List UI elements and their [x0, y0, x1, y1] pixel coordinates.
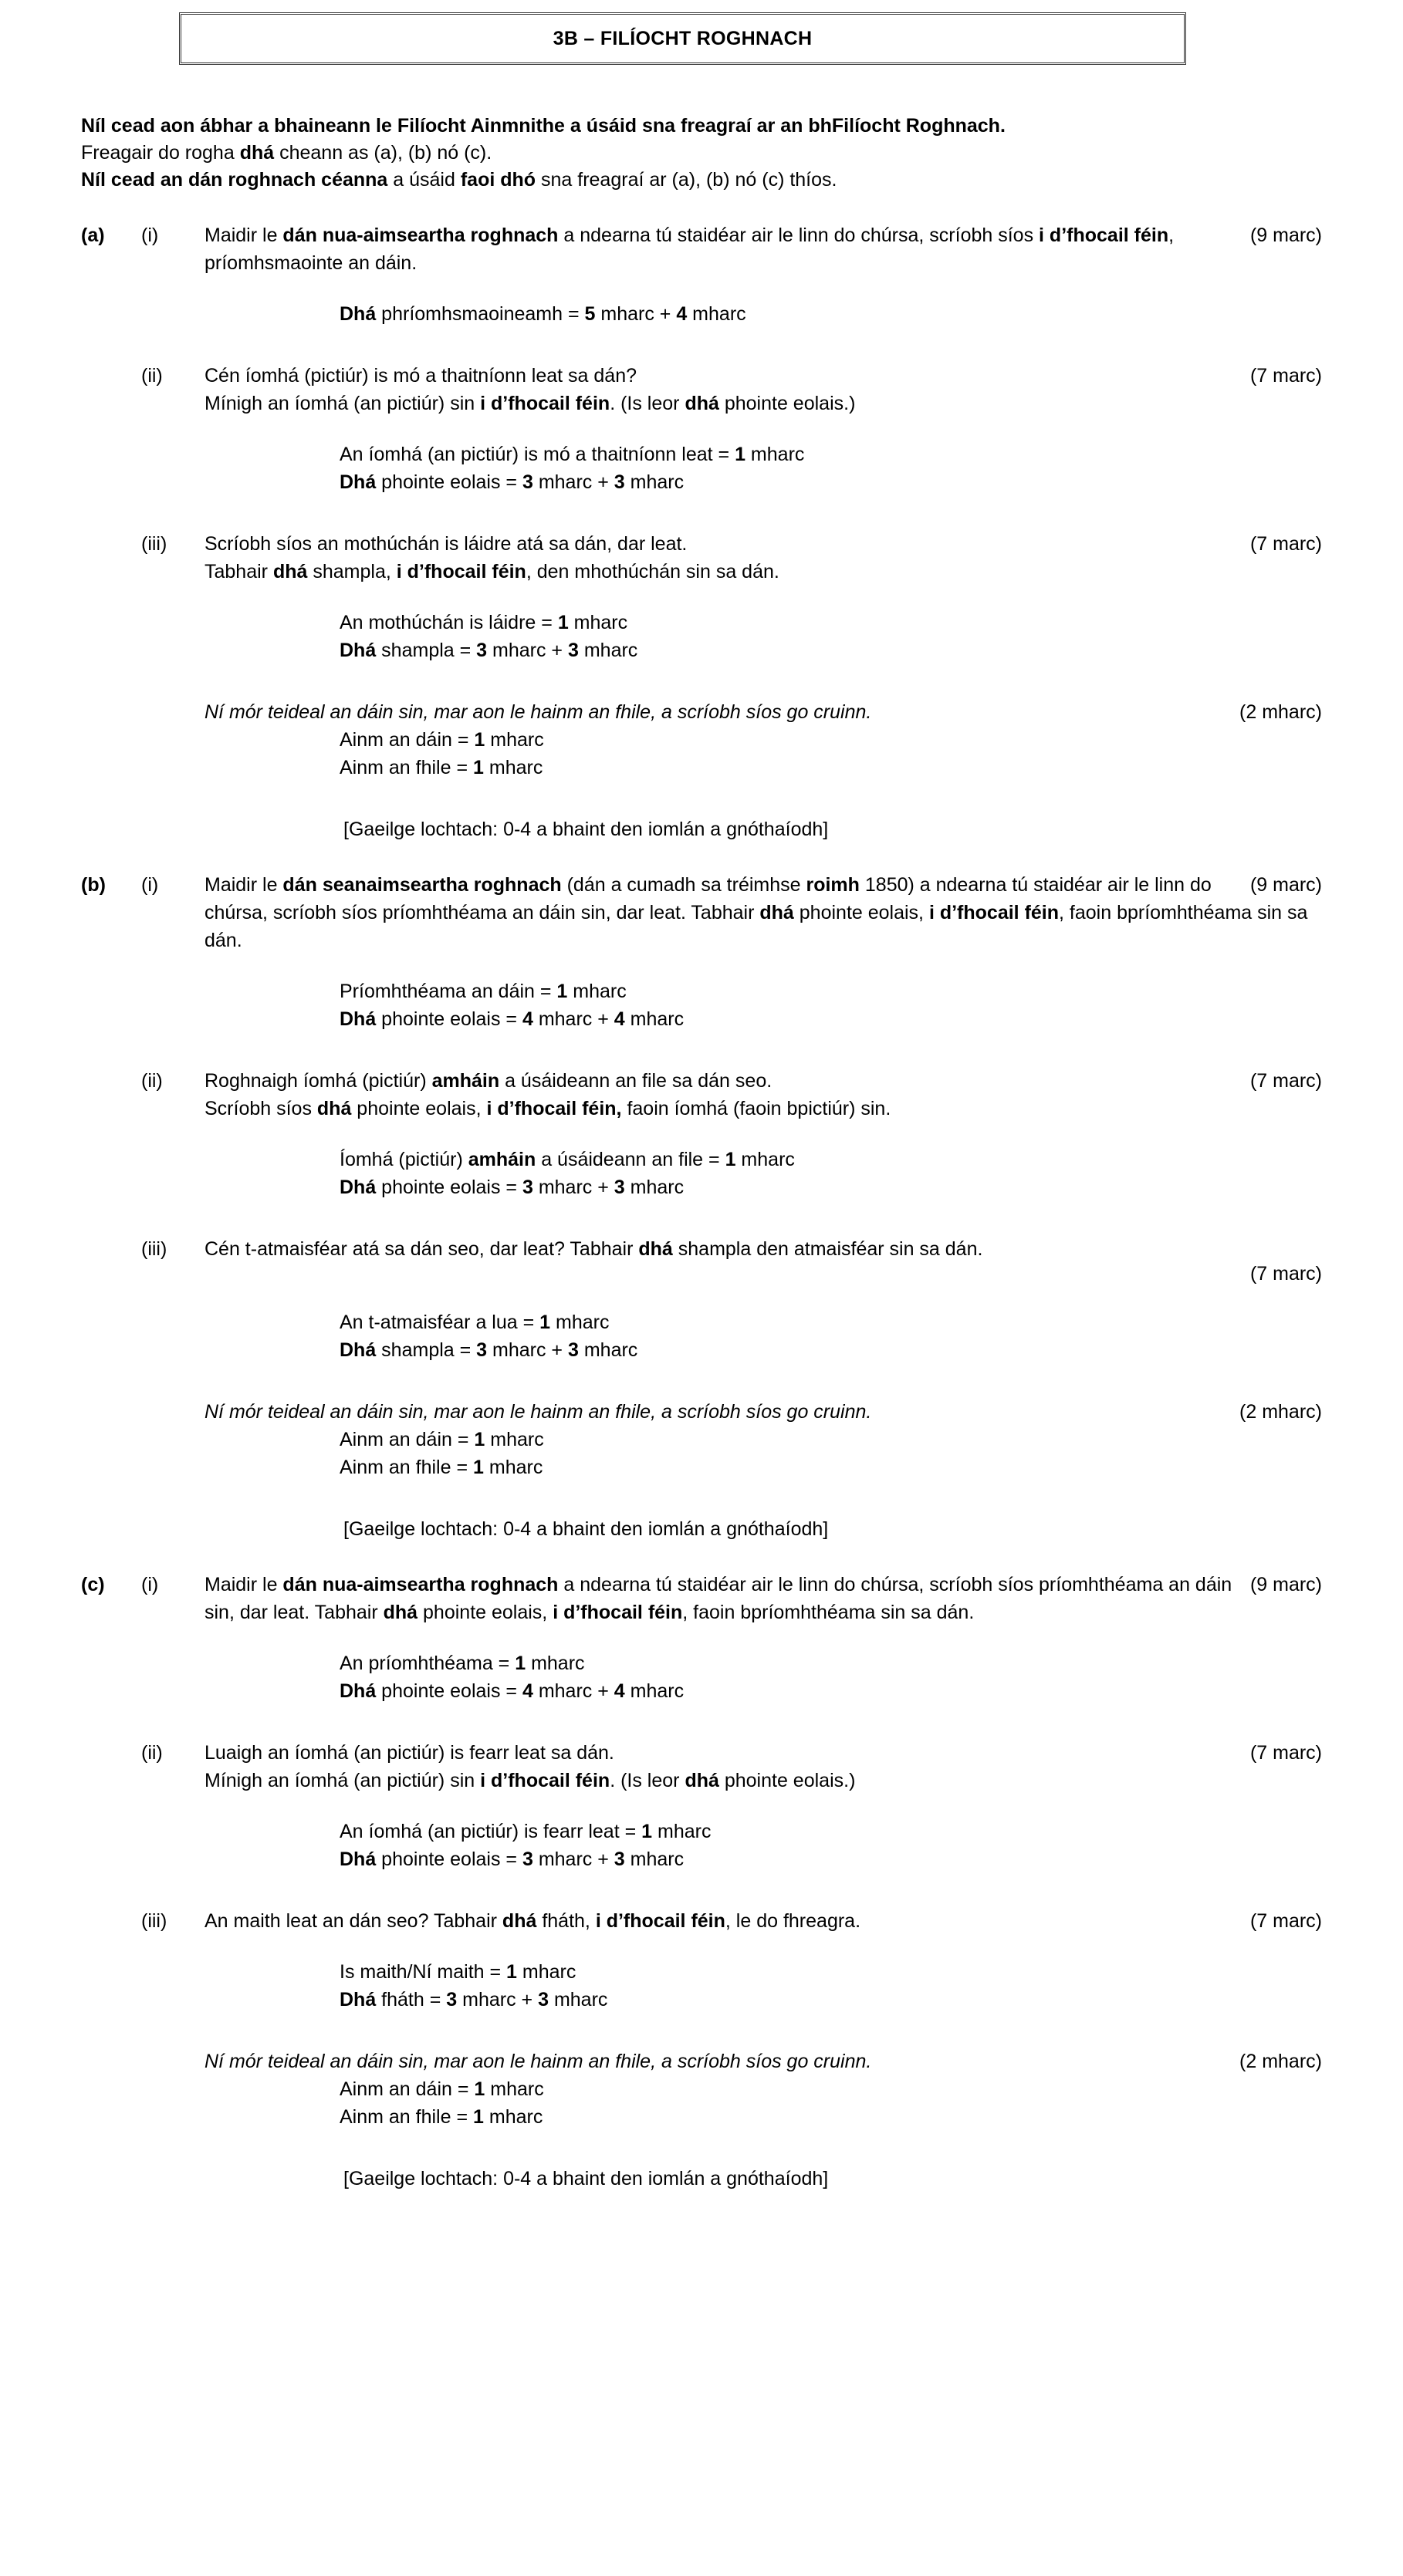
question-text-run-5: dhá	[316, 1098, 352, 1119]
question-text-run-3: i d’fhocail féin	[480, 1770, 610, 1791]
marks-allocation: (9 marc)	[1249, 874, 1322, 896]
marking-detail-line	[0, 2103, 1403, 2131]
marking-detail-line-run-0: Dhá	[340, 303, 377, 325]
marking-detail-line-run-0: Ainm an dáin =	[340, 2078, 475, 2100]
spacer	[0, 1794, 1403, 1818]
question-text-run-2: a ndearna tú staidéar air le linn do chúrsa, scríobh síos	[558, 225, 1040, 246]
marking-detail-line-run-3: mharc +	[487, 640, 568, 661]
question-text-run-0: Scríobh síos an mothúchán is láidre atá sa dán, dar leat.	[205, 533, 688, 555]
spacer	[0, 954, 1403, 977]
question-text-run-8: , faoin bpríomhthéama sin sa dán.	[205, 902, 1308, 951]
question-text-run-5: dhá	[759, 902, 794, 923]
marking-detail-line-run-4: 3	[614, 1848, 625, 1870]
question-body	[205, 1739, 1322, 1794]
question-roman-numeral: (ii)	[141, 365, 163, 387]
marking-detail-line-run-1: shampla =	[376, 1339, 477, 1361]
marking-detail-line-run-4: 4	[676, 303, 688, 325]
intro-line-1	[81, 113, 1310, 140]
question-text-run-6: phointe eolais.)	[718, 393, 856, 414]
marking-detail-line-run-1: 1	[556, 981, 568, 1002]
question-text-run-4: . (Is leor	[610, 1770, 685, 1791]
spacer	[0, 328, 1403, 362]
marking-detail-line	[0, 1818, 1403, 1845]
page-title: 3B – FILÍOCHT ROGHNACH	[553, 27, 813, 49]
marking-detail-line	[0, 2075, 1403, 2103]
marking-detail-line-run-0: Dhá	[340, 1989, 377, 2010]
marking-detail-line-run-0: An íomhá (an pictiúr) is mó a thaitníonn leat =	[340, 444, 735, 465]
marking-detail-line	[0, 1146, 1403, 1173]
intro-line-2-pre: Freagair do rogha	[81, 142, 240, 164]
question-text-run-6: , faoin bpríomhthéama sin sa dán.	[682, 1602, 975, 1623]
marking-detail-line-run-1: 1	[735, 444, 745, 465]
marking-detail-line-run-0: Ainm an fhile =	[340, 757, 474, 778]
marking-detail-line-run-2: 3	[522, 1177, 533, 1198]
marking-detail-line-run-5: mharc	[624, 471, 685, 493]
question-text-run-2: a ndearna tú staidéar air le linn do chúrsa, scríobh síos príomhthéama an dáin sin, dar leat. Tabhair	[205, 1574, 1232, 1623]
question-body	[205, 362, 1322, 417]
marking-detail-line-run-0: Príomhthéama an dáin =	[340, 981, 557, 1002]
spacer	[0, 1123, 1403, 1146]
marking-detail-line-run-0: Dhá	[340, 1008, 377, 1030]
spacer	[0, 1481, 1403, 1515]
spacer	[0, 1285, 1403, 1308]
marking-detail-line-run-1: phríomhsmaoineamh =	[376, 303, 585, 325]
marking-detail-line-run-2: mharc	[568, 612, 628, 633]
question-body	[205, 1235, 1322, 1263]
marking-detail-line-run-1: 1	[473, 757, 484, 778]
marking-detail-line-run-5: mharc	[549, 1989, 608, 2010]
intro-line-3-bold-2: faoi dhó	[460, 169, 536, 191]
marking-detail-line-run-4: 4	[614, 1008, 625, 1030]
marking-detail-line	[0, 441, 1403, 468]
question-text-run-5: dhá	[685, 1770, 719, 1791]
marking-detail-line-run-2: mharc	[652, 1821, 712, 1842]
marking-detail-line-run-3: mharc +	[487, 1339, 568, 1361]
marking-detail-line-run-4: 3	[614, 471, 625, 493]
question-text-run-1: dhá	[638, 1238, 673, 1260]
question-text-run-0: Cén t-atmaisféar atá sa dán seo, dar leat? Tabhair	[205, 1238, 639, 1260]
marking-detail-line-run-2: 3	[476, 640, 488, 661]
intro-block	[0, 113, 1403, 194]
question-text-run-5: i d’fhocail féin	[396, 561, 526, 582]
marking-detail-line-run-5: mharc	[687, 303, 746, 325]
marking-detail-line-run-0: An t-atmaisféar a lua =	[340, 1312, 540, 1333]
marking-detail-line-run-2: 3	[446, 1989, 458, 2010]
question-text-run-0: Maidir le	[205, 1574, 283, 1595]
question-body	[205, 1067, 1322, 1123]
marking-detail-line	[0, 1677, 1403, 1705]
marking-detail-line-run-0: Dhá	[340, 1339, 377, 1361]
question-letter: (b)	[81, 874, 106, 896]
marking-detail-line	[0, 468, 1403, 496]
marking-detail-line-run-2: 3	[522, 471, 533, 493]
marking-detail-line-run-1: 1	[474, 2078, 485, 2100]
marking-detail-line	[0, 609, 1403, 636]
question-text-run-8: faoin íomhá (faoin bpictiúr) sin.	[621, 1098, 891, 1119]
marks-allocation: (2 mharc)	[1239, 2051, 1322, 2072]
marking-detail-line	[0, 1649, 1403, 1677]
question-text-run-7: i d’fhocail féin,	[486, 1098, 622, 1119]
marking-detail-line-run-1: amháin	[468, 1149, 536, 1170]
question-text-run-2: fháth,	[536, 1910, 596, 1932]
question-body	[205, 1907, 1322, 1935]
marking-detail-line-run-4: 3	[538, 1989, 549, 2010]
marking-detail-line-run-1: 1	[474, 729, 485, 751]
gaeilge-lochtach-note: [Gaeilge lochtach: 0-4 a bhaint den iomlán a gnóthaíodh]	[343, 2168, 829, 2189]
question-text-run-7: i d’fhocail féin	[928, 902, 1060, 923]
marking-detail-line-run-3: mharc +	[532, 1008, 614, 1030]
marking-detail-line-run-1: 1	[506, 1961, 517, 1983]
marking-detail-line	[0, 1173, 1403, 1201]
question-text-run-1: dhá	[502, 1910, 537, 1932]
marking-detail-line-run-1: 1	[557, 612, 569, 633]
spacer	[0, 1626, 1403, 1649]
marking-detail-line-run-0: Dhá	[340, 1848, 377, 1870]
marking-detail-line-run-3: mharc +	[595, 303, 677, 325]
title-author-note-text: Ní mór teideal an dáin sin, mar aon le hainm an fhile, a scríobh síos go cruinn.	[205, 2051, 872, 2072]
marking-detail-line-run-0: Dhá	[340, 640, 377, 661]
question-text-run-2: Mínigh an íomhá (an pictiúr) sin	[205, 1770, 481, 1791]
question-text-run-1: dán nua-aimseartha roghnach	[282, 1574, 559, 1595]
marking-detail-line-run-1: phointe eolais =	[376, 1008, 522, 1030]
marking-detail-line	[0, 1005, 1403, 1033]
question-roman-numeral: (ii)	[141, 1742, 163, 1764]
question-text-run-3: dhá	[272, 561, 308, 582]
marking-detail-line-run-2: 5	[584, 303, 596, 325]
title-author-note-row	[0, 698, 1403, 726]
marks-allocation: (7 marc)	[1249, 1742, 1322, 1764]
question-roman-numeral: (iii)	[141, 533, 167, 555]
marking-detail-line-run-4: mharc	[735, 1149, 795, 1170]
marks-allocation: (2 mharc)	[1239, 701, 1322, 723]
question-text-run-1: dán nua-aimseartha roghnach	[282, 225, 559, 246]
question-roman-numeral: (i)	[141, 874, 159, 896]
question-text-run-2: Mínigh an íomhá (an pictiúr) sin	[205, 393, 481, 414]
marks-allocation: (7 marc)	[1249, 533, 1322, 555]
spacer	[0, 2014, 1403, 2048]
question-text-run-6: , den mhothúchán sin sa dán.	[526, 561, 779, 582]
marking-detail-line-run-2: a úsáideann an file =	[536, 1149, 725, 1170]
title-box-wrapper	[0, 0, 1403, 65]
intro-line-2	[81, 140, 1310, 167]
title-author-note-row	[0, 1398, 1403, 1426]
question-text-run-4: , le do fhreagra.	[725, 1910, 861, 1932]
marking-detail-line-run-1: 1	[539, 1312, 551, 1333]
spacer	[0, 2131, 1403, 2165]
spacer	[0, 1873, 1403, 1907]
question-row	[0, 1235, 1403, 1263]
question-text-run-6: phointe eolais.)	[718, 1770, 856, 1791]
marking-detail-line-run-2: mharc	[516, 1961, 576, 1983]
question-body	[205, 221, 1322, 277]
marking-detail-line-run-3: 1	[725, 1149, 736, 1170]
marking-detail-line-run-2: mharc	[485, 1429, 544, 1450]
question-text-run-4: 1850) a ndearna tú staidéar air le linn do chúrsa, scríobh síos príomhthéama an dáin sin, dar leat. Tabhair	[205, 874, 1212, 923]
marking-detail-line-run-2: 3	[476, 1339, 488, 1361]
question-row	[0, 1067, 1403, 1123]
marking-detail-line	[0, 1958, 1403, 1986]
question-text-run-3: i d’fhocail féin	[1039, 225, 1169, 246]
question-row	[0, 1907, 1403, 1935]
marking-detail-line-run-0: Dhá	[340, 1680, 377, 1702]
marking-detail-line-run-1: shampla =	[376, 640, 477, 661]
question-roman-numeral: (ii)	[141, 1070, 163, 1092]
marking-detail-line-run-2: mharc	[485, 2078, 544, 2100]
title-author-note-text: Ní mór teideal an dáin sin, mar aon le hainm an fhile, a scríobh síos go cruinn.	[205, 1401, 872, 1423]
question-text-run-2: a úsáideann an file sa dán seo.	[499, 1070, 772, 1092]
marking-detail-line-run-0: An íomhá (an pictiúr) is fearr leat =	[340, 1821, 642, 1842]
marking-detail-line-run-1: 1	[473, 1457, 484, 1478]
intro-line-3	[81, 167, 1310, 194]
marking-detail-line-run-1: phointe eolais =	[376, 1680, 522, 1702]
marking-detail-line-run-1: phointe eolais =	[376, 471, 522, 493]
marking-detail-line-run-2: mharc	[483, 1457, 543, 1478]
marking-detail-line-run-0: An mothúchán is láidre =	[340, 612, 558, 633]
intro-line-2-post: cheann as (a), (b) nó (c).	[274, 142, 492, 164]
marking-detail-line	[0, 636, 1403, 664]
question-text-run-4: Scríobh síos	[205, 1098, 317, 1119]
marking-detail-line-run-0: Ainm an fhile =	[340, 2106, 474, 2128]
marks-allocation: (7 marc)	[1249, 1263, 1322, 1285]
spacer	[0, 1201, 1403, 1235]
marking-detail-line-run-4: 3	[567, 1339, 579, 1361]
question-section-b	[0, 871, 1403, 1543]
marking-detail-line-run-1: fháth =	[376, 1989, 447, 2010]
question-body	[205, 530, 1322, 586]
marking-detail-line-run-1: phointe eolais =	[376, 1177, 522, 1198]
marking-detail-line-run-5: mharc	[578, 640, 638, 661]
marking-detail-line-run-2: mharc	[526, 1653, 585, 1674]
marking-detail-line-run-1: 1	[473, 2106, 484, 2128]
marking-detail-line-run-4: 4	[614, 1680, 625, 1702]
question-letter: (a)	[81, 225, 105, 246]
question-text-run-0: Cén íomhá (pictiúr) is mó a thaitníonn leat sa dán?	[205, 365, 637, 387]
question-text-run-3: i d’fhocail féin	[595, 1910, 725, 1932]
question-text-run-2: Tabhair	[205, 561, 273, 582]
marks-allocation: (9 marc)	[1249, 225, 1322, 246]
marking-detail-line-run-5: mharc	[578, 1339, 638, 1361]
spacer	[0, 417, 1403, 441]
question-text-run-4: shampla,	[307, 561, 397, 582]
question-roman-numeral: (i)	[141, 1574, 159, 1595]
spacer	[0, 1364, 1403, 1398]
spacer	[0, 496, 1403, 530]
question-text-run-2: (dán a cumadh sa tréimhse	[561, 874, 806, 896]
gaeilge-lochtach-note: [Gaeilge lochtach: 0-4 a bhaint den iomlán a gnóthaíodh]	[343, 1518, 829, 1540]
marking-detail-line-run-3: mharc +	[532, 471, 614, 493]
question-text-run-0: Roghnaigh íomhá (pictiúr)	[205, 1070, 432, 1092]
marking-detail-line-run-0: Dhá	[340, 471, 377, 493]
marking-detail-line-run-0: Íomhá (pictiúr)	[340, 1149, 468, 1170]
question-text-run-0: Maidir le	[205, 874, 283, 896]
marking-detail-line-run-5: mharc	[624, 1848, 685, 1870]
marking-detail-line-run-1: 1	[515, 1653, 526, 1674]
marking-detail-line	[0, 1426, 1403, 1453]
question-row	[0, 871, 1403, 954]
intro-line-3-post: sna freagraí ar (a), (b) nó (c) thíos.	[536, 169, 837, 191]
page-title-box	[179, 12, 1186, 65]
marking-detail-line-run-1: 1	[474, 1429, 485, 1450]
marking-detail-line	[0, 1986, 1403, 2014]
question-row	[0, 221, 1403, 277]
intro-line-2-bold: dhá	[239, 142, 275, 164]
question-row	[0, 1739, 1403, 1794]
marking-detail-line	[0, 726, 1403, 754]
question-text-run-0: Maidir le	[205, 225, 283, 246]
spacer	[0, 586, 1403, 609]
marking-detail-line-run-0: Ainm an dáin =	[340, 729, 475, 751]
question-text-run-3: dhá	[383, 1602, 418, 1623]
marks-allocation: (7 marc)	[1249, 1070, 1322, 1092]
question-text-run-1: dán seanaimseartha roghnach	[282, 874, 562, 896]
intro-line-1-text: Níl cead aon ábhar a bhaineann le Filíocht Ainmnithe a úsáid sna freagraí ar an bhFilíocht Roghnach.	[81, 115, 1006, 137]
marks-allocation: (2 mharc)	[1239, 1401, 1322, 1423]
question-section-a	[0, 221, 1403, 843]
question-text-run-0: An maith leat an dán seo? Tabhair	[205, 1910, 502, 1932]
marking-detail-line-run-3: mharc +	[532, 1680, 614, 1702]
marking-detail-line-run-0: Dhá	[340, 1177, 377, 1198]
marking-detail-line-run-5: mharc	[624, 1177, 685, 1198]
marking-detail-line	[0, 300, 1403, 328]
question-text-run-0: Luaigh an íomhá (an pictiúr) is fearr leat sa dán.	[205, 1742, 614, 1764]
marking-detail-line-run-4: 3	[614, 1177, 625, 1198]
marks-allocation: (7 marc)	[1249, 365, 1322, 387]
title-author-note-row	[0, 2048, 1403, 2075]
marking-detail-line-run-5: mharc	[624, 1680, 685, 1702]
question-roman-numeral: (iii)	[141, 1238, 167, 1260]
marking-detail-line-run-2: mharc	[485, 729, 544, 751]
marking-detail-line	[0, 1845, 1403, 1873]
marking-detail-line-run-3: mharc +	[532, 1177, 614, 1198]
marking-detail-line-run-2: mharc	[550, 1312, 610, 1333]
title-author-note-text: Ní mór teideal an dáin sin, mar aon le hainm an fhile, a scríobh síos go cruinn.	[205, 701, 872, 723]
spacer	[0, 277, 1403, 300]
question-text-run-1: amháin	[431, 1070, 500, 1092]
questions-container	[0, 221, 1403, 2193]
marking-detail-line-run-4: 3	[567, 640, 579, 661]
marking-detail-line-run-0: An príomhthéama =	[340, 1653, 516, 1674]
marking-detail-line-run-2: mharc	[745, 444, 805, 465]
marking-detail-line-run-5: mharc	[624, 1008, 685, 1030]
marking-detail-line	[0, 1308, 1403, 1336]
question-text-run-3: i d’fhocail féin	[480, 393, 610, 414]
question-text-run-4: phointe eolais,	[418, 1602, 553, 1623]
marking-detail-line-run-2: 3	[522, 1848, 533, 1870]
intro-line-3-bold-1: Níl cead an dán roghnach céanna	[81, 169, 388, 191]
spacer	[0, 1033, 1403, 1067]
question-row	[0, 530, 1403, 586]
question-body	[205, 871, 1322, 954]
question-roman-numeral: (iii)	[141, 1910, 167, 1932]
marks-allocation: (9 marc)	[1249, 1574, 1322, 1595]
question-letter: (c)	[81, 1574, 105, 1595]
marking-detail-line-run-3: mharc +	[532, 1848, 614, 1870]
marking-detail-line-run-2: mharc	[567, 981, 627, 1002]
question-roman-numeral: (i)	[141, 225, 159, 246]
question-text-run-6: phointe eolais,	[793, 902, 929, 923]
question-text-run-2: shampla den atmaisféar sin sa dán.	[672, 1238, 983, 1260]
marking-detail-line	[0, 977, 1403, 1005]
marking-detail-line-run-0: Ainm an fhile =	[340, 1457, 474, 1478]
question-text-run-5: i d’fhocail féin	[553, 1602, 683, 1623]
spacer	[0, 1705, 1403, 1739]
intro-line-3-mid: a úsáid	[387, 169, 461, 191]
marking-detail-line-run-3: mharc +	[457, 1989, 539, 2010]
spacer	[0, 782, 1403, 815]
marking-detail-line	[0, 754, 1403, 782]
question-section-c	[0, 1571, 1403, 2193]
marking-detail-line-run-1: phointe eolais =	[376, 1848, 522, 1870]
marking-detail-line-run-2: mharc	[483, 757, 543, 778]
marking-detail-line-run-0: Is maith/Ní maith =	[340, 1961, 507, 1983]
question-body	[205, 1571, 1322, 1626]
gaeilge-lochtach-note: [Gaeilge lochtach: 0-4 a bhaint den iomlán a gnóthaíodh]	[343, 819, 829, 840]
marks-allocation: (7 marc)	[1249, 1910, 1322, 1932]
question-text-run-5: dhá	[685, 393, 719, 414]
question-text-run-3: roimh	[806, 874, 860, 896]
marking-detail-line-run-0: Ainm an dáin =	[340, 1429, 475, 1450]
marking-detail-line-run-2: mharc	[483, 2106, 543, 2128]
question-row	[0, 362, 1403, 417]
marking-detail-line-run-1: 1	[641, 1821, 653, 1842]
question-text-run-4: . (Is leor	[610, 393, 685, 414]
marking-detail-line	[0, 1453, 1403, 1481]
question-text-run-4: , príomhsmaointe an dáin.	[205, 225, 1175, 274]
marking-detail-line	[0, 1336, 1403, 1364]
marking-detail-line-run-2: 4	[522, 1680, 533, 1702]
marking-detail-line-run-2: 4	[522, 1008, 533, 1030]
spacer	[0, 664, 1403, 698]
spacer	[0, 1935, 1403, 1958]
question-text-run-6: phointe eolais,	[351, 1098, 487, 1119]
question-row	[0, 1571, 1403, 1626]
